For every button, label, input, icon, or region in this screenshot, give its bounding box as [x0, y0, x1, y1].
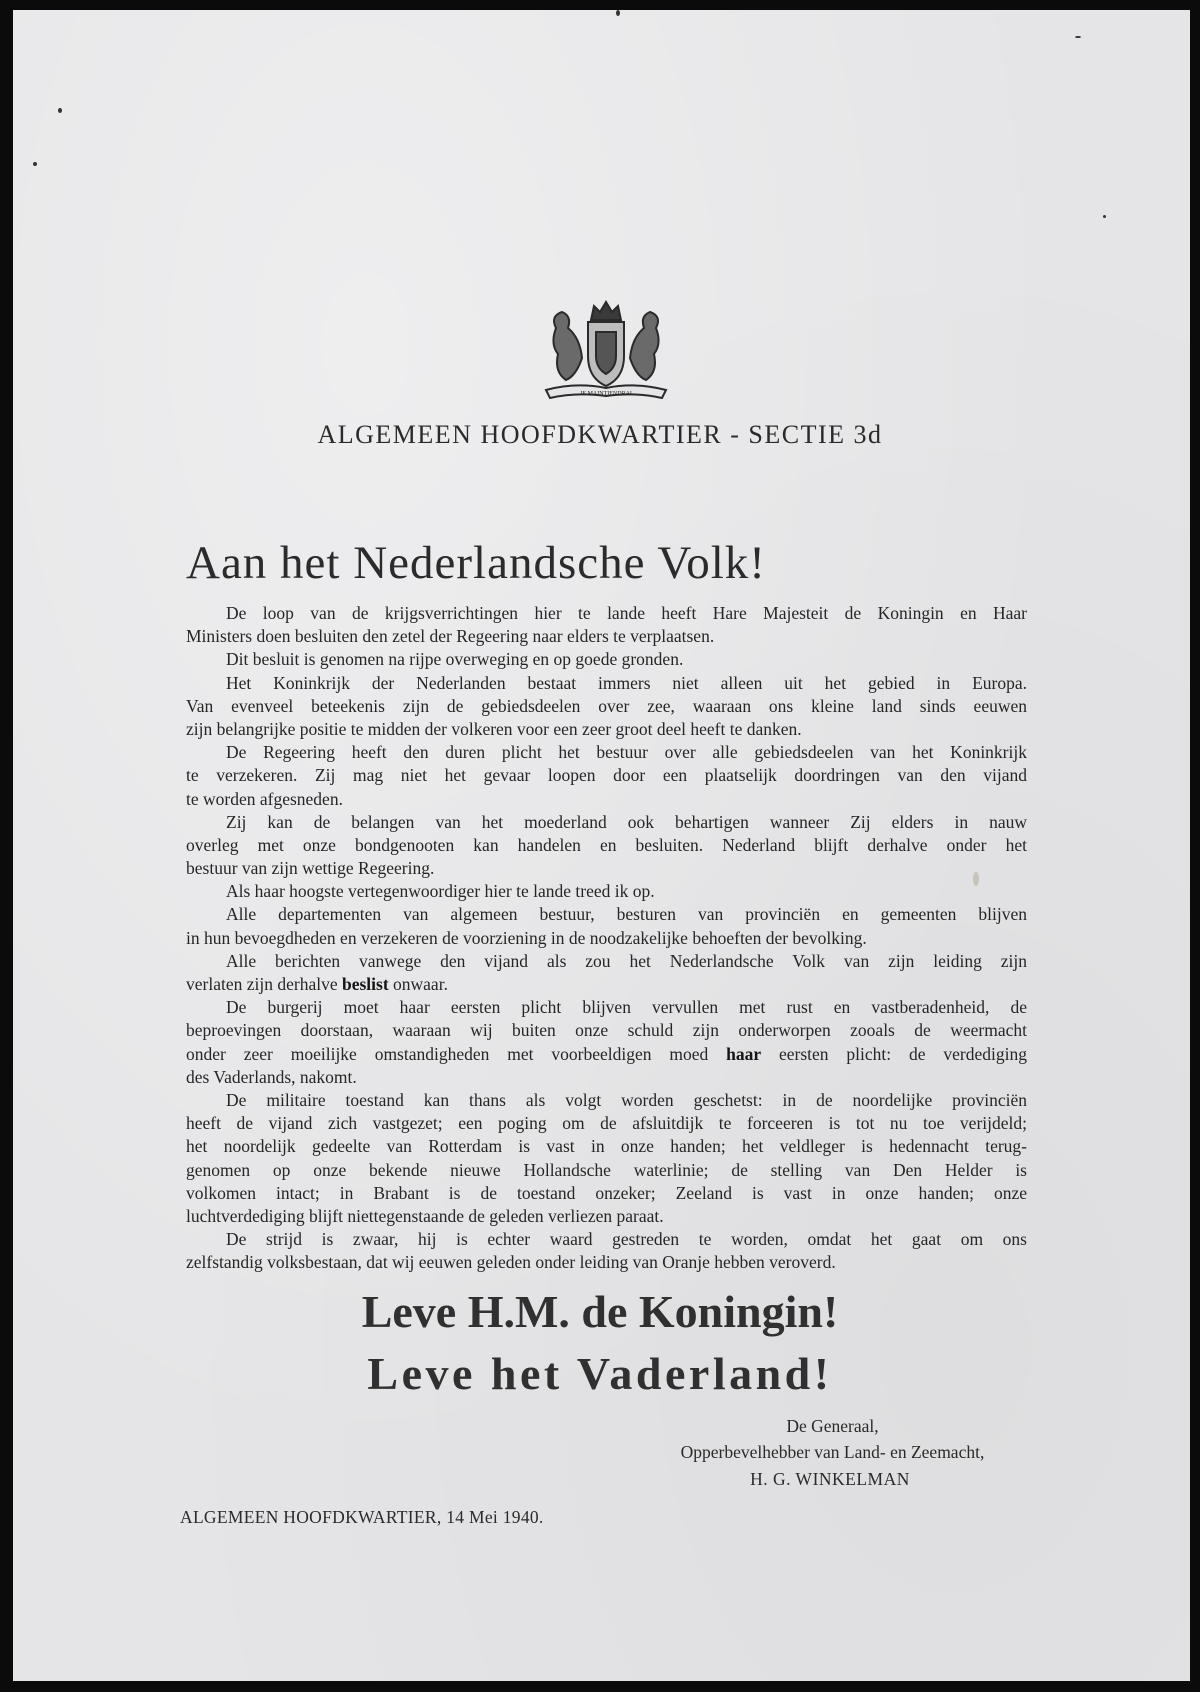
body-line: De strijd is zwaar, hij is echter waard gestreden te worden, omdat het gaat om ons	[226, 1229, 1027, 1250]
body-line: te worden afgesneden.	[186, 788, 343, 809]
emphasized-word: haar	[726, 1043, 762, 1064]
royal-coat-of-arms-logo	[536, 298, 676, 404]
body-line: De Regeering heeft den duren plicht het bestuur over alle gebiedsdeelen van het Koninkrijk	[226, 742, 1027, 763]
ink-speck	[58, 108, 62, 113]
body-line: Van evenveel beteekenis zijn de gebiedsdeelen over zee, waaraan ons kleine land sinds eeuwen	[186, 695, 1027, 716]
body-line: volkomen intact; in Brabant is de toestand onzeker; Zeeland is vast in onze handen; onze	[186, 1182, 1027, 1203]
signature-title: Opperbevelhebber van Land- en Zeemacht,	[680, 1442, 985, 1462]
ink-speck	[1075, 36, 1081, 38]
body-line: De militaire toestand kan thans als volgt worden geschetst: in de noordelijke provinciën	[226, 1089, 1027, 1110]
body-line: Het Koninkrijk der Nederlanden bestaat immers niet alleen uit het gebied in Europa.	[226, 672, 1027, 693]
body-line: te verzekeren. Zij mag niet het gevaar loopen door een plaatselijk doordringen van den vijand	[186, 765, 1027, 786]
body-line: Dit besluit is genomen na rijpe overweging en op goede gronden.	[226, 649, 684, 670]
issuing-office-header: ALGEMEEN HOOFDKWARTIER - SECTIE 3d	[317, 420, 883, 449]
signature-name: H. G. WINKELMAN	[750, 1469, 910, 1489]
body-line: Alle berichten vanwege den vijand als zou het Nederlandsche Volk van zijn leiding zijn	[226, 950, 1027, 971]
body-line: zelfstandig volksbestaan, dat wij eeuwen geleden onder leiding van Oranje hebben veroverd.	[186, 1252, 836, 1273]
ink-speck	[616, 10, 620, 16]
body-line: Als haar hoogste vertegenwoordiger hier te lande treed ik op.	[226, 881, 655, 902]
emphasized-word: beslist	[341, 974, 389, 994]
ink-speck	[1103, 215, 1106, 218]
body-line: genomen op onze bekende nieuwe Hollandsche waterlinie; de stelling van Den Helder is	[186, 1159, 1027, 1180]
body-line: De burgerij moet haar eersten plicht blijven vervullen met rust en vastberadenheid, de	[226, 997, 1027, 1018]
body-line: overleg met onze bondgenooten kan handelen en besluiten. Nederland blijft derhalve onder het	[186, 834, 1027, 855]
place-and-date: ALGEMEEN HOOFDKWARTIER, 14 Mei 1940.	[180, 1507, 544, 1527]
body-line: bestuur van zijn wettige Regeering.	[186, 858, 435, 879]
body-line: luchtverdediging blijft niettegenstaande de geleden verliezen paraat.	[186, 1205, 664, 1226]
body-text: onder zeer moeilijke omstandigheden met voorbeeldigen moed	[186, 1043, 727, 1064]
body-line: Zij kan de belangen van het moederland ook behartigen wanneer Zij elders in nauw	[226, 811, 1027, 832]
closing-cheer-fatherland: Leve het Vaderland!	[367, 1348, 833, 1399]
body-text: verlaten zijn derhalve	[186, 974, 342, 994]
body-text: onwaar.	[388, 974, 448, 994]
body-line: De loop van de krijgsverrichtingen hier te lande heeft Hare Majesteit de Koningin en Haar	[226, 603, 1027, 623]
signature-rank: De Generaal,	[786, 1416, 879, 1436]
crest-motto: JE MAINTIENDRAI	[580, 391, 632, 397]
body-line: zijn belangrijke positie te midden der volkeren voor een zeer groot deel heeft te danken.	[186, 718, 802, 739]
body-line: beproevingen doorstaan, waaraan wij buiten onze schuld zijn onderworpen zooals de weermacht	[186, 1020, 1027, 1041]
body-line: in hun bevoegdheden en verzekeren de voorziening in de noodzakelijke behoeften der bevolking.	[186, 927, 867, 948]
ink-speck	[33, 162, 37, 166]
body-line: heeft de vijand zich vastgezet; een poging om de afsluitdijk te forceeren is tot nu toe verijdeld;	[186, 1113, 1027, 1134]
proclamation-body	[186, 602, 1027, 1274]
body-text: eersten plicht: de verdediging	[761, 1043, 1027, 1064]
body-line	[186, 973, 1027, 996]
body-line: des Vaderlands, nakomt.	[186, 1066, 357, 1087]
body-line: Ministers doen besluiten den zetel der Regeering naar elders te verplaatsen.	[186, 626, 715, 647]
body-line: het noordelijk gedeelte van Rotterdam is vast in onze handen; het veldleger is hedennacht terug-	[186, 1136, 1027, 1157]
body-line: Alle departementen van algemeen bestuur, besturen van provinciën en gemeenten blijven	[226, 904, 1027, 925]
closing-cheer-queen: Leve H.M. de Koningin!	[361, 1286, 839, 1337]
proclamation-title: Aan het Nederlandsche Volk!	[186, 537, 766, 589]
body-line	[186, 1043, 1027, 1066]
